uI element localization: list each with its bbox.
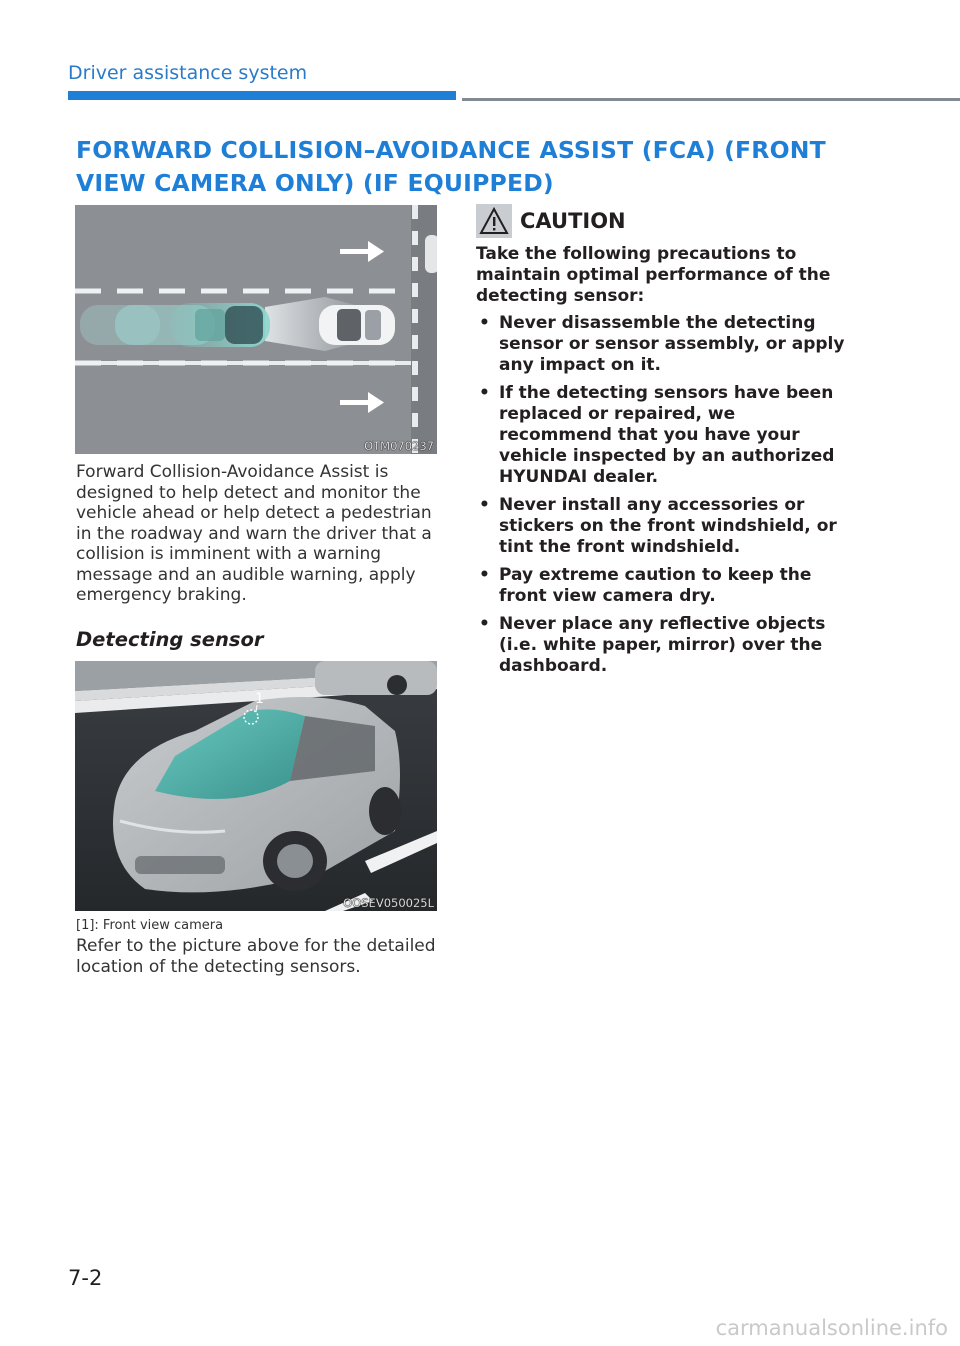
header-rule-gray: [462, 98, 960, 101]
caution-item: • If the detecting sensors have been replaced or repaired, we recommend that you have your vehicle inspected by an authorized HYUNDAI dealer.: [479, 383, 835, 487]
watermark-link[interactable]: carmanualsonline.info: [715, 1316, 948, 1340]
figure-code: OOSEV050025L: [343, 896, 434, 910]
refer-paragraph: Refer to the picture above for the detailed location of the detecting sensors.: [76, 936, 436, 977]
parked-car: [315, 661, 437, 695]
warning-triangle-icon: [476, 204, 512, 238]
camera-location-illustration: [75, 661, 437, 911]
caution-item: • Never install any accessories or stickers on the front windshield, or tint the front windshield.: [479, 495, 837, 557]
host-vehicle: [80, 303, 270, 347]
bullet-icon: •: [479, 614, 490, 634]
page-number: 7-2: [68, 1266, 103, 1290]
header-rule-blue: [68, 91, 456, 100]
intro-paragraph: Forward Collision-Avoidance Assist is designed to help detect and monitor the vehicle ahead or help detect a pedestrian in the roadway and warn the driver that a collision is imminent with a warning message and an audible warning, apply emergency braking.: [76, 462, 432, 605]
vehicle-ahead: [319, 305, 395, 345]
callout-number: 1: [255, 691, 264, 707]
bullet-icon: •: [479, 565, 490, 585]
bullet-icon: •: [479, 383, 490, 403]
caution-label: CAUTION: [520, 209, 626, 233]
caution-intro: Take the following precautions to maintain optimal performance of the detecting sensor:: [476, 244, 831, 306]
caution-list: [476, 313, 846, 684]
caution-item: • Never place any reflective objects (i.e. white paper, mirror) over the dashboard.: [479, 614, 826, 676]
bullet-icon: •: [479, 313, 490, 333]
road-diagram: [75, 205, 437, 454]
section-title: FORWARD COLLISION–AVOIDANCE ASSIST (FCA) (FRONT VIEW CAMERA ONLY) (IF EQUIPPED): [76, 136, 826, 197]
bullet-icon: •: [479, 495, 490, 515]
detecting-sensor-heading: Detecting sensor: [76, 628, 264, 651]
figure-caption: [1]: Front view camera: [76, 918, 224, 933]
fca-road-illustration: [75, 205, 437, 454]
section-name: Driver assistance system: [68, 62, 308, 84]
figure-code: OTM070237: [364, 439, 434, 453]
caution-item: • Pay extreme caution to keep the front view camera dry.: [479, 565, 812, 606]
vehicle-diagram: [75, 661, 437, 911]
caution-item: • Never disassemble the detecting sensor or sensor assembly, or apply any impact on it.: [479, 313, 845, 375]
caution-header: [476, 202, 626, 240]
adjacent-car: [425, 235, 437, 273]
